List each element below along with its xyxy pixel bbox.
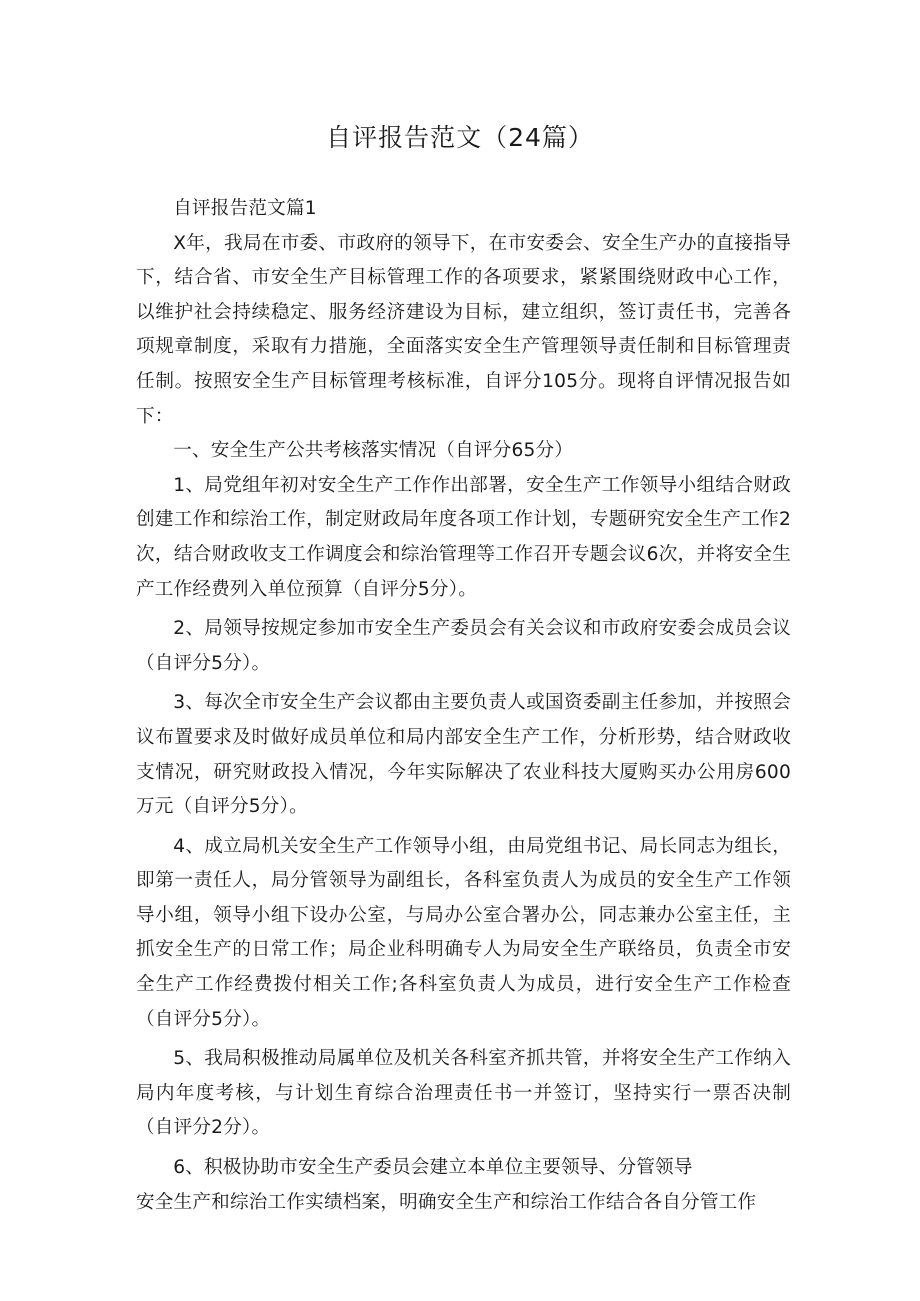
- document-body: [136, 192, 791, 1220]
- item-paragraph-5: 5、我局积极推动局属单位及机关各科室齐抓共管，并将安全生产工作纳入局内年度考核，与计划生育综合治理责任书一并签订，坚持实行一票否决制（自评分2分）。: [136, 1048, 791, 1139]
- item-paragraph-1: 1、局党组年初对安全生产工作作出部署，安全生产工作领导小组结合财政创建工作和综治工作，制定财政局年度各项工作计划，专题研究安全生产工作2次，结合财政收支工作调度会和综治管理等工作召开专题会议6次，并将安全生产工作经费列入单位预算（自评分5分）。: [136, 474, 791, 600]
- item-paragraph-3: 3、每次全市安全生产会议都由主要负责人或国资委副主任参加，并按照会议布置要求及时做好成员单位和局内部安全生产工作，分析形势，结合财政收支情况，研究财政投入情况，今年实际解决了农业科技大厦购买办公用房600万元（自评分5分）。: [136, 692, 791, 818]
- subsection-heading: 一、安全生产公共考核落实情况（自评分65分）: [173, 440, 574, 462]
- item-paragraph-6: 6、积极协助市安全生产委员会建立本单位主要领导、分管领导: [173, 1157, 693, 1179]
- item-paragraph-2: 2、局领导按规定参加市安全生产委员会有关会议和市政府安委会成员会议（自评分5分）。: [136, 618, 791, 674]
- item-paragraph-4: 4、成立局机关安全生产工作领导小组，由局党组书记、局长同志为组长，即第一责任人，局分管领导为副组长，各科室负责人为成员的安全生产工作领导小组，领导小组下设办公室，与局办公室合署办公，同志兼办公室主任，主抓安全生产的日常工作；局企业科明确专人为局安全生产联络员，负责全市安全生产工作经费拨付相关工作;各科室负责人为成员，进行安全生产工作检查（自评分5分）。: [136, 835, 791, 1030]
- section-heading: 自评报告范文篇1: [173, 198, 317, 219]
- document-title: 自评报告范文（24篇）: [326, 123, 594, 152]
- continuation-line: 安全生产和综治工作实绩档案，明确安全生产和综治工作结合各自分管工作: [136, 1191, 757, 1213]
- intro-paragraph: X年，我局在市委、市政府的领导下，在市安委会、安全生产办的直接指导下，结合省、市安全生产目标管理工作的各项要求，紧紧围绕财政中心工作，以维护社会持续稳定、服务经济建设为目标，建立组织，签订责任书，完善各项规章制度，采取有力措施，全面落实安全生产管理领导责任制和目标管理责任制。按照安全生产目标管理考核标准，自评分105分。现将自评情况报告如下：: [136, 232, 791, 427]
